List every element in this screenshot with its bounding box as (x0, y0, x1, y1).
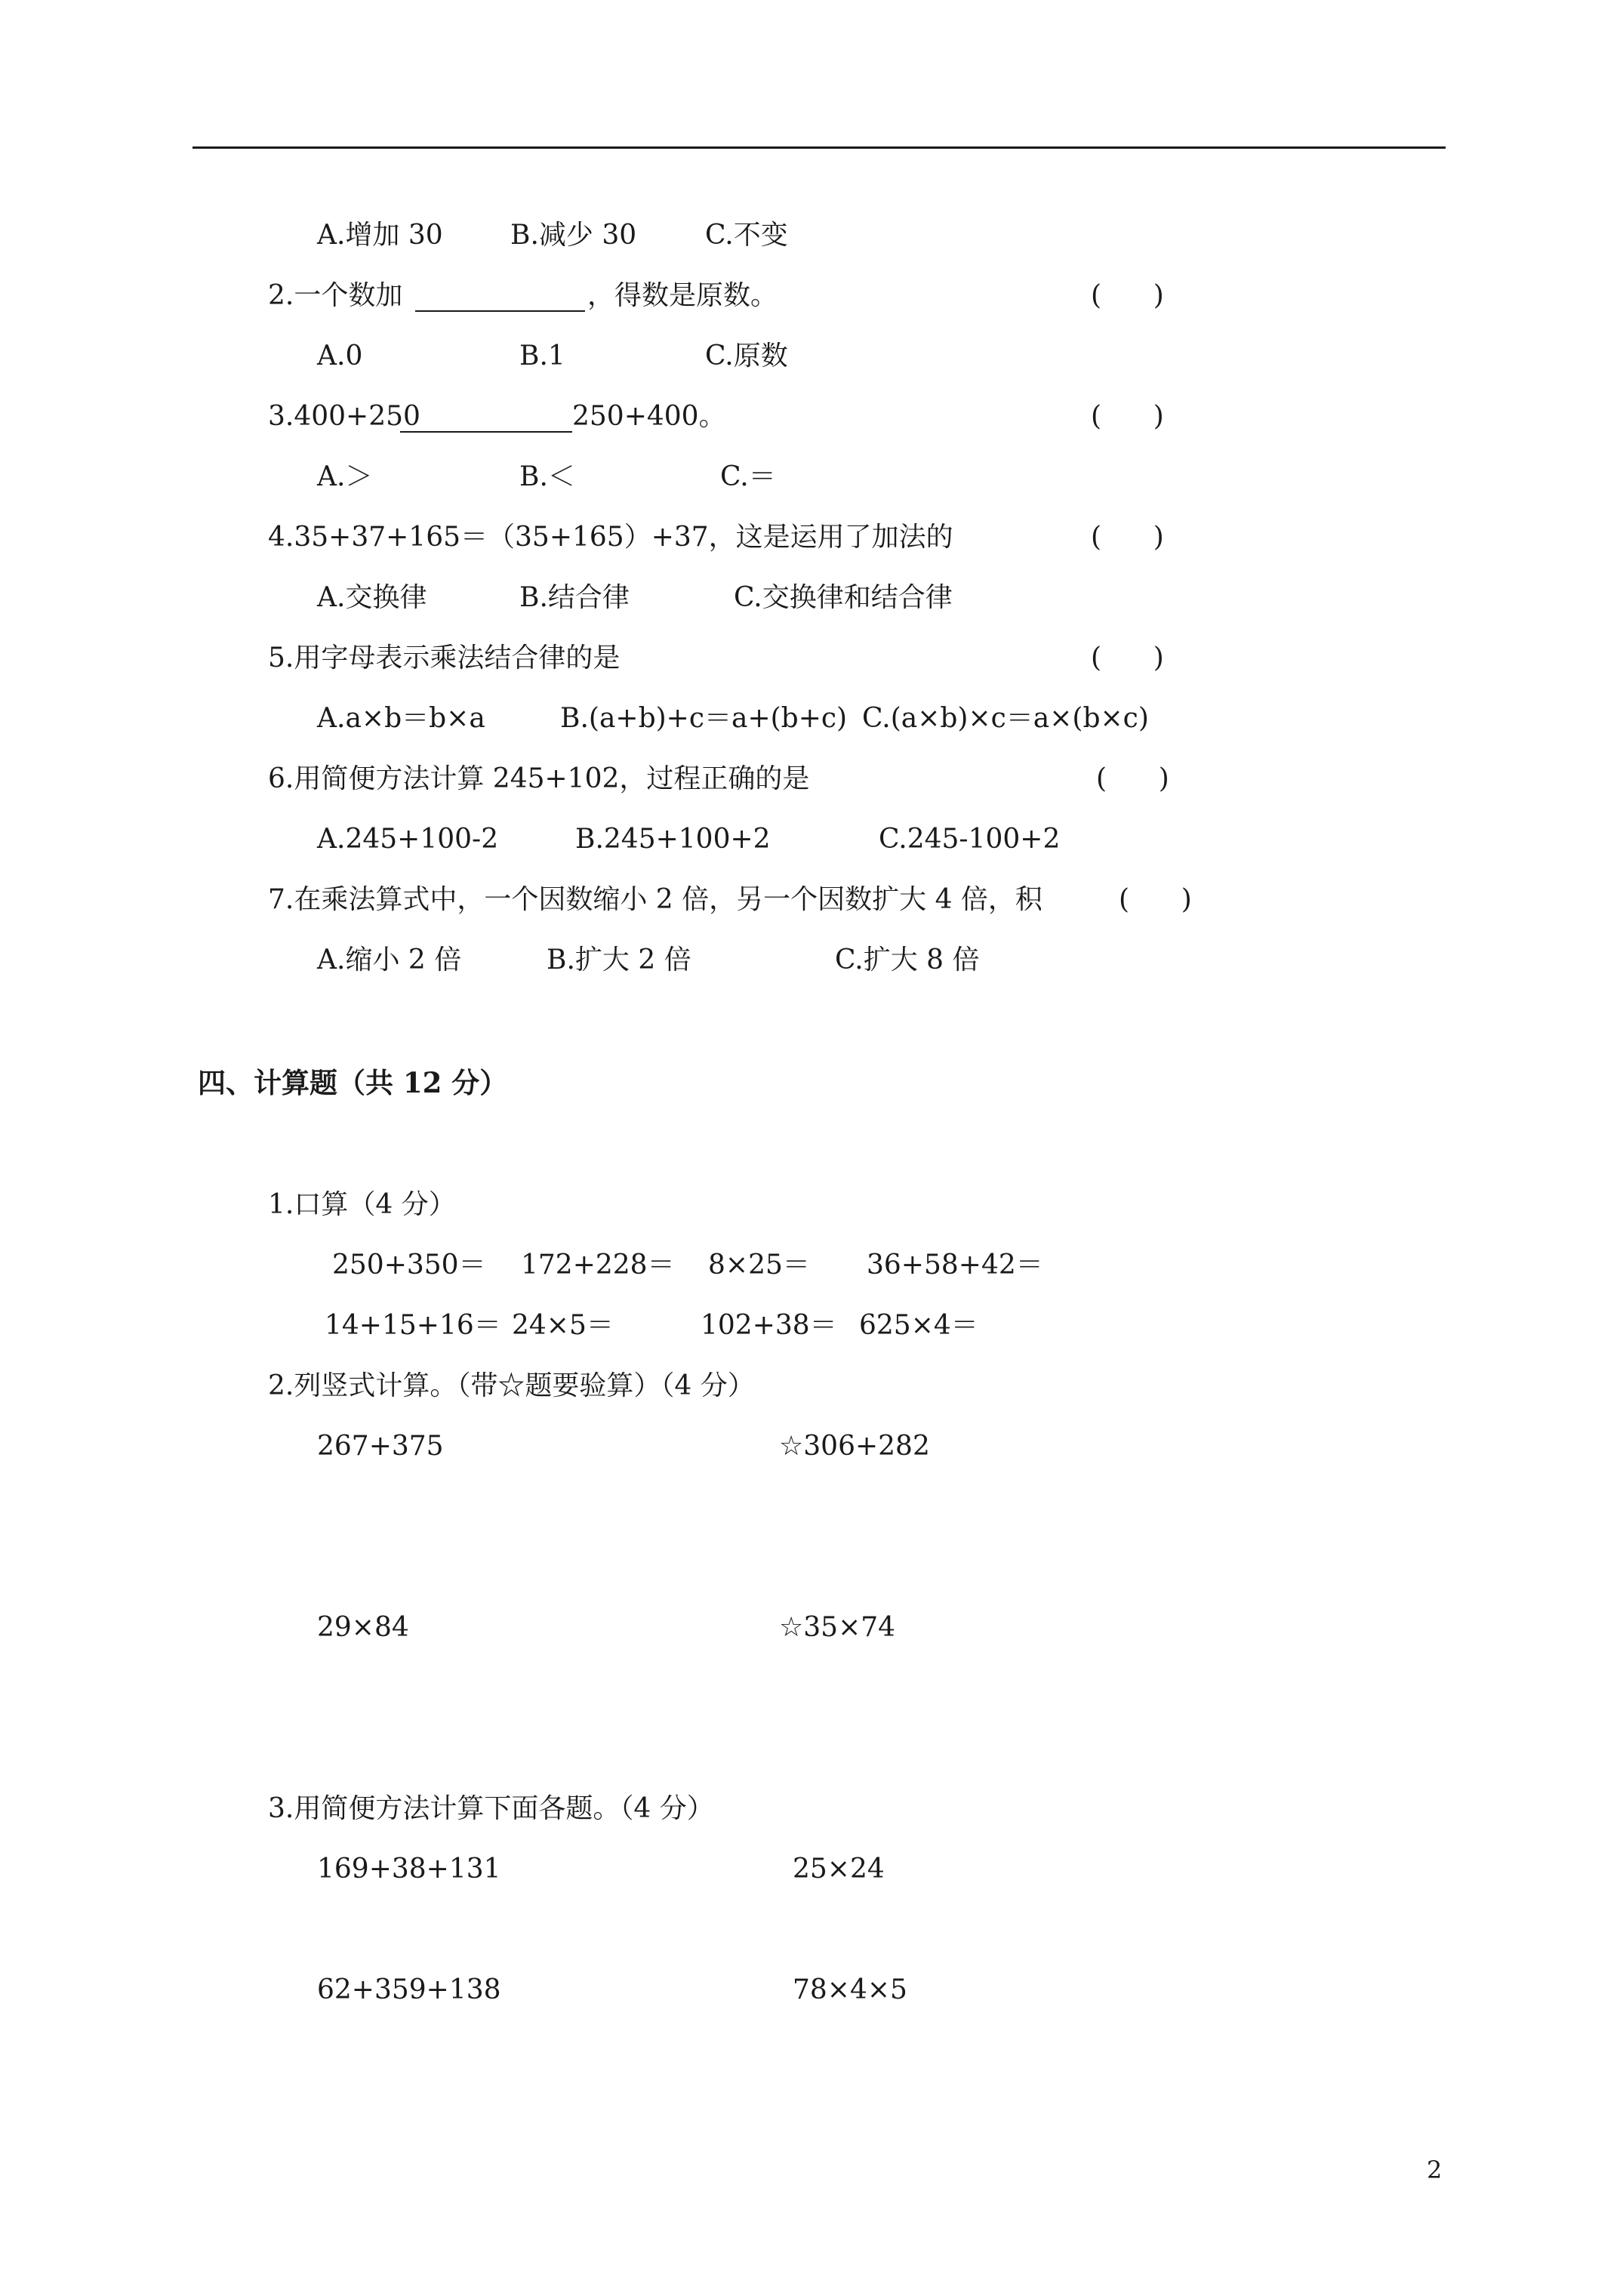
q2-option-c: C.原数 (705, 341, 788, 371)
oral-item: 172+228＝ (521, 1250, 675, 1281)
oral-item: 102+38＝ (701, 1310, 837, 1341)
q2-prefix: 2.一个数加 (268, 280, 403, 311)
q3-blank (400, 431, 572, 433)
q5-option-b: B.(a+b)+c＝a+(b+c) (560, 703, 848, 734)
section-4-heading: 四、计算题（共 12 分） (198, 1066, 508, 1099)
q4-option-a: A.交换律 (317, 582, 427, 613)
q6-text: 6.用简便方法计算 245+102，过程正确的是 (268, 763, 810, 794)
q6-answer-paren: ( ) (1096, 763, 1169, 794)
q5-text: 5.用字母表示乘法结合律的是 (268, 643, 621, 673)
oral-item: 24×5＝ (512, 1310, 614, 1341)
q4-option-b: B.结合律 (519, 582, 630, 613)
header-rule (192, 146, 1446, 149)
oral-item: 8×25＝ (708, 1250, 810, 1281)
oral-item: 36+58+42＝ (867, 1250, 1043, 1281)
page-number: 2 (1427, 2156, 1443, 2184)
q3-option-b: B.＜ (519, 461, 575, 492)
q2-blank (415, 310, 585, 312)
oral-item: 250+350＝ (332, 1250, 486, 1281)
q3-suffix: 250+400。 (572, 401, 726, 432)
vertical-calc-item: 267+375 (317, 1431, 444, 1462)
q1-option-a: A.增加 30 (317, 220, 443, 251)
q2-suffix: ，得数是原数。 (587, 280, 778, 311)
q7-text: 7.在乘法算式中，一个因数缩小 2 倍，另一个因数扩大 4 倍，积 (268, 884, 1042, 915)
simple-calc-item: 169+38+131 (317, 1854, 501, 1885)
q5-answer-paren: ( ) (1091, 643, 1164, 673)
q1-option-b: B.减少 30 (510, 220, 637, 251)
vertical-calc-item: ☆35×74 (779, 1612, 896, 1643)
q7-answer-paren: ( ) (1119, 884, 1192, 915)
vertical-calc-title: 2.列竖式计算。（带☆题要验算）（4 分） (268, 1370, 755, 1401)
oral-item: 625×4＝ (859, 1310, 978, 1341)
q7-option-c: C.扩大 8 倍 (835, 945, 980, 975)
simple-calc-item: 78×4×5 (793, 1974, 907, 2005)
q2-option-a: A.0 (317, 341, 363, 371)
oral-item: 14+15+16＝ (325, 1310, 501, 1341)
q7-option-a: A.缩小 2 倍 (317, 945, 462, 975)
q3-prefix: 3.400+250 (268, 401, 420, 432)
q4-answer-paren: ( ) (1091, 522, 1164, 553)
q3-option-a: A.＞ (317, 461, 373, 492)
simple-calc-item: 62+359+138 (317, 1974, 501, 2005)
q3-answer-paren: ( ) (1091, 401, 1164, 432)
q5-option-a: A.a×b＝b×a (317, 703, 485, 734)
q4-text: 4.35+37+165＝（35+165）+37，这是运用了加法的 (268, 522, 953, 553)
q6-option-b: B.245+100+2 (575, 824, 771, 855)
q6-option-c: C.245-100+2 (879, 824, 1061, 855)
oral-calc-title: 1.口算（4 分） (268, 1189, 456, 1220)
q6-option-a: A.245+100-2 (317, 824, 499, 855)
q1-option-c: C.不变 (705, 220, 788, 251)
q2-option-b: B.1 (519, 341, 565, 371)
simple-calc-title: 3.用简便方法计算下面各题。（4 分） (268, 1793, 714, 1824)
q3-option-c: C.＝ (720, 461, 776, 492)
q5-option-c: C.(a×b)×c＝a×(b×c) (862, 703, 1149, 734)
vertical-calc-item: 29×84 (317, 1612, 409, 1643)
q2-answer-paren: ( ) (1091, 280, 1164, 311)
simple-calc-item: 25×24 (793, 1854, 885, 1885)
q7-option-b: B.扩大 2 倍 (547, 945, 691, 975)
q4-option-c: C.交换律和结合律 (734, 582, 953, 613)
vertical-calc-item: ☆306+282 (779, 1431, 930, 1462)
